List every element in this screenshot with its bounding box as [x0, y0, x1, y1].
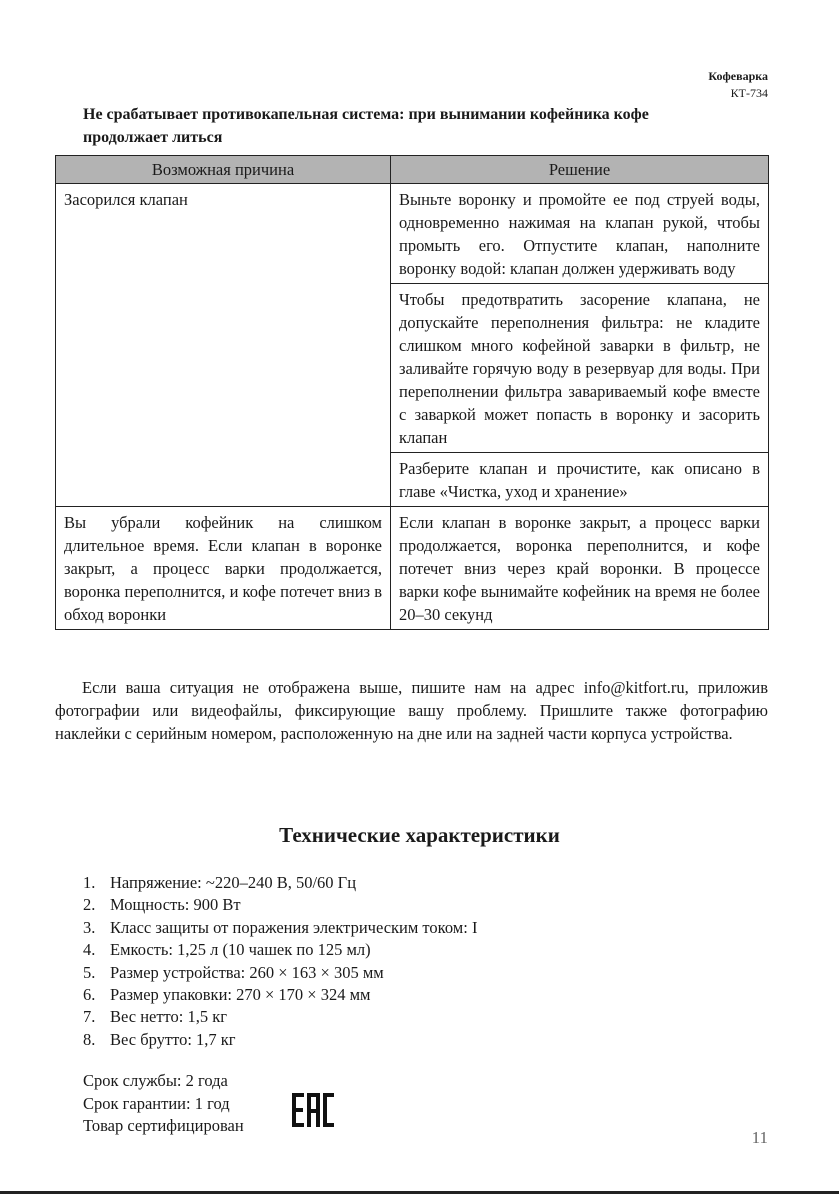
product-name: Кофеварка	[708, 69, 768, 83]
footer-info	[83, 1070, 244, 1138]
item-number: 5.	[83, 962, 96, 982]
cause-cell: Засорился клапан	[56, 184, 391, 507]
item-text: Напряжение: ~220–240 В, 50/60 Гц	[110, 873, 357, 892]
cause-cell: Вы убрали кофейник на слишком длительное время. Если клапан в воронке закрыт, а процесс варки продолжается, воронка переполнится, и кофе потечет вниз в обход воронки	[56, 507, 391, 630]
service-life: Срок службы: 2 года	[83, 1071, 228, 1090]
solution-cell: Если клапан в воронке закрыт, а процесс варки продолжается, воронка переполнится, и кофе потечет вниз через край воронки. В процессе варки кофе вынимайте кофейник на время не более 20–30 секунд	[391, 507, 769, 630]
list-item	[83, 872, 477, 894]
item-text: Вес брутто: 1,7 кг	[110, 1029, 236, 1049]
list-item	[83, 962, 477, 984]
solution-cell: Выньте воронку и промойте ее под струей воды, одновременно нажимая на клапан рукой, чтобы промыть его. Отпустите клапан, наполните воронку водой: клапан должен удерживать воду	[391, 184, 769, 284]
list-item	[83, 917, 477, 939]
item-text: Класс защиты от поражения электрическим током: I	[110, 917, 478, 937]
item-number: 2.	[83, 895, 96, 915]
product-model: КТ-734	[730, 86, 768, 100]
item-number: 8.	[83, 1029, 96, 1049]
specs-title: Технические характеристики	[279, 823, 560, 847]
eac-mark-icon	[291, 1091, 335, 1129]
section-heading: Не срабатывает противокапельная система: при вынимании кофейника кофе продолжает литься	[83, 106, 649, 146]
specs-list	[83, 872, 477, 1051]
contact-paragraph: Если ваша ситуация не отображена выше, пишите нам на адрес info@kitfort.ru, приложив фотографии или видеофайлы, фиксирующие вашу проблему. Пришлите также фотографию наклейки с серийным номером, расположенную на дне или на задней части корпуса устройства.	[55, 678, 768, 743]
column-header-solution: Решение	[391, 156, 769, 184]
column-header-cause: Возможная причина	[56, 156, 391, 184]
troubleshooting-table	[55, 155, 769, 630]
list-item	[83, 984, 477, 1006]
item-number: 3.	[83, 917, 96, 937]
warranty-period: Срок гарантии: 1 год	[83, 1093, 230, 1113]
list-item	[83, 894, 477, 916]
page-header	[708, 68, 768, 102]
list-item	[83, 1006, 477, 1028]
table-header-row	[56, 156, 769, 184]
page-number: 11	[751, 1128, 768, 1147]
solution-cell: Разберите клапан и прочистите, как описано в главе «Чистка, уход и хранение»	[391, 453, 769, 507]
list-item	[83, 939, 477, 961]
table-row	[56, 184, 769, 284]
item-text: Емкость: 1,25 л (10 чашек по 125 мл)	[110, 940, 371, 960]
item-number: 4.	[83, 940, 96, 960]
certification-note: Товар сертифицирован	[83, 1116, 244, 1135]
item-number: 1.	[83, 873, 96, 892]
solution-cell: Чтобы предотвратить засорение клапана, не допускайте переполнения фильтра: не кладите слишком много кофейной заварки в фильтр, не заливайте горячую воду в резервуар для воды. При переполнении фильтра завариваемый кофе вместе с заваркой может попасть в воронку и засорить клапан	[391, 284, 769, 453]
table-row	[56, 507, 769, 630]
item-text: Размер упаковки: 270 × 170 × 324 мм	[110, 985, 371, 1005]
item-text: Вес нетто: 1,5 кг	[110, 1007, 228, 1027]
item-number: 6.	[83, 985, 96, 1005]
list-item	[83, 1029, 477, 1051]
item-text: Мощность: 900 Вт	[110, 895, 241, 915]
item-number: 7.	[83, 1007, 96, 1027]
item-text: Размер устройства: 260 × 163 × 305 мм	[110, 962, 384, 982]
